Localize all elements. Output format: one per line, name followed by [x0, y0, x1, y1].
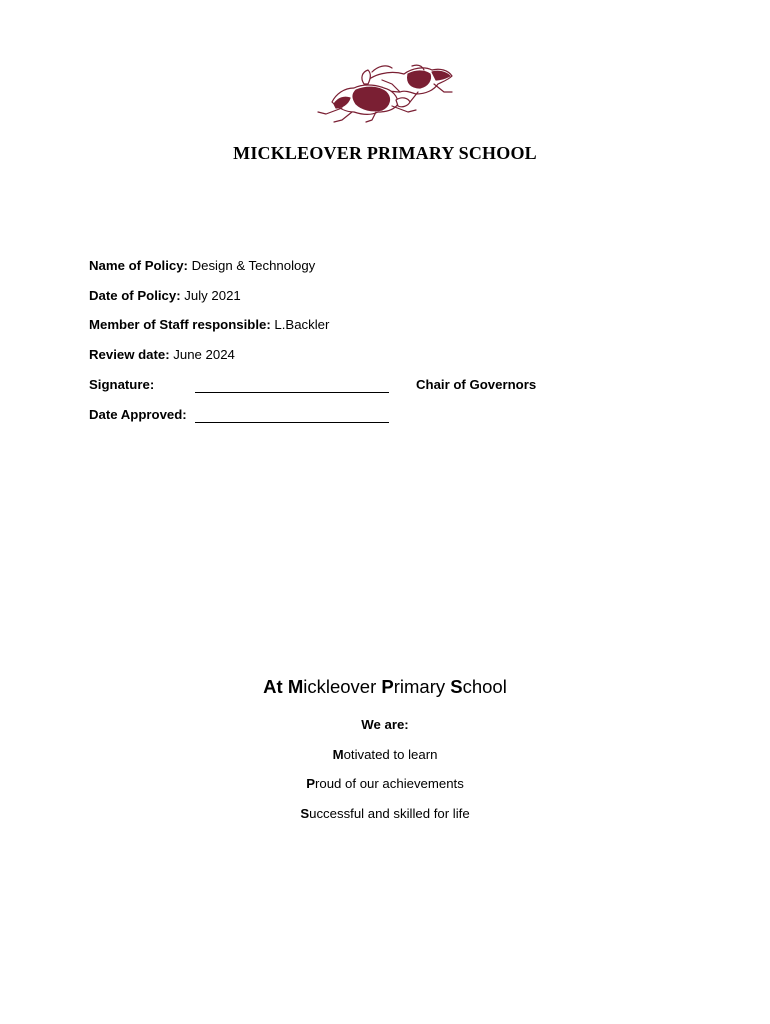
date-approved-line: [195, 422, 389, 423]
motto-text-m: otivated to learn: [343, 747, 438, 762]
motto-text-s: uccessful and skilled for life: [309, 806, 470, 821]
signature-row: [89, 377, 154, 392]
motto-heading-at: At: [263, 676, 283, 697]
review-date-row: [89, 347, 235, 362]
policy-name-label: Name of Policy:: [89, 258, 188, 273]
staff-responsible-row: [89, 317, 329, 332]
date-approved-label: Date Approved:: [89, 407, 187, 422]
policy-date-value: July 2021: [184, 288, 241, 303]
motto-initial-m: M: [332, 747, 344, 762]
motto-heading-p: P: [381, 676, 394, 697]
policy-date-label: Date of Policy:: [89, 288, 181, 303]
horse-logo-icon: [312, 62, 457, 124]
policy-name-value: Design & Technology: [191, 258, 316, 273]
staff-responsible-value: L.Backler: [274, 317, 330, 332]
motto-heading-m-rest: ickleover: [303, 676, 382, 697]
motto-initial-p: P: [306, 776, 315, 791]
review-date-value: June 2024: [173, 347, 235, 362]
motto-heading-s: S: [450, 676, 463, 697]
motto-heading-m: M: [287, 676, 304, 697]
date-approved-row: [89, 407, 187, 422]
motto-heading-s-rest: chool: [462, 676, 507, 697]
review-date-label: Review date:: [89, 347, 170, 362]
motto-heading: [0, 676, 770, 698]
motto-line-motivated: [0, 747, 770, 762]
policy-name-row: [89, 258, 315, 273]
chair-of-governors-label: Chair of Governors: [416, 377, 537, 392]
we-are-label: We are:: [361, 717, 409, 732]
signature-line: [195, 392, 389, 393]
policy-date-row: [89, 288, 241, 303]
signature-label: Signature:: [89, 377, 155, 392]
motto-initial-s: S: [300, 806, 310, 821]
motto-line-proud: [0, 776, 770, 791]
motto-heading-p-rest: rimary: [393, 676, 451, 697]
school-title: MICKLEOVER PRIMARY SCHOOL: [233, 143, 537, 163]
motto-line-successful: [0, 806, 770, 821]
motto-text-p: roud of our achievements: [314, 776, 464, 791]
staff-responsible-label: Member of Staff responsible:: [89, 317, 271, 332]
